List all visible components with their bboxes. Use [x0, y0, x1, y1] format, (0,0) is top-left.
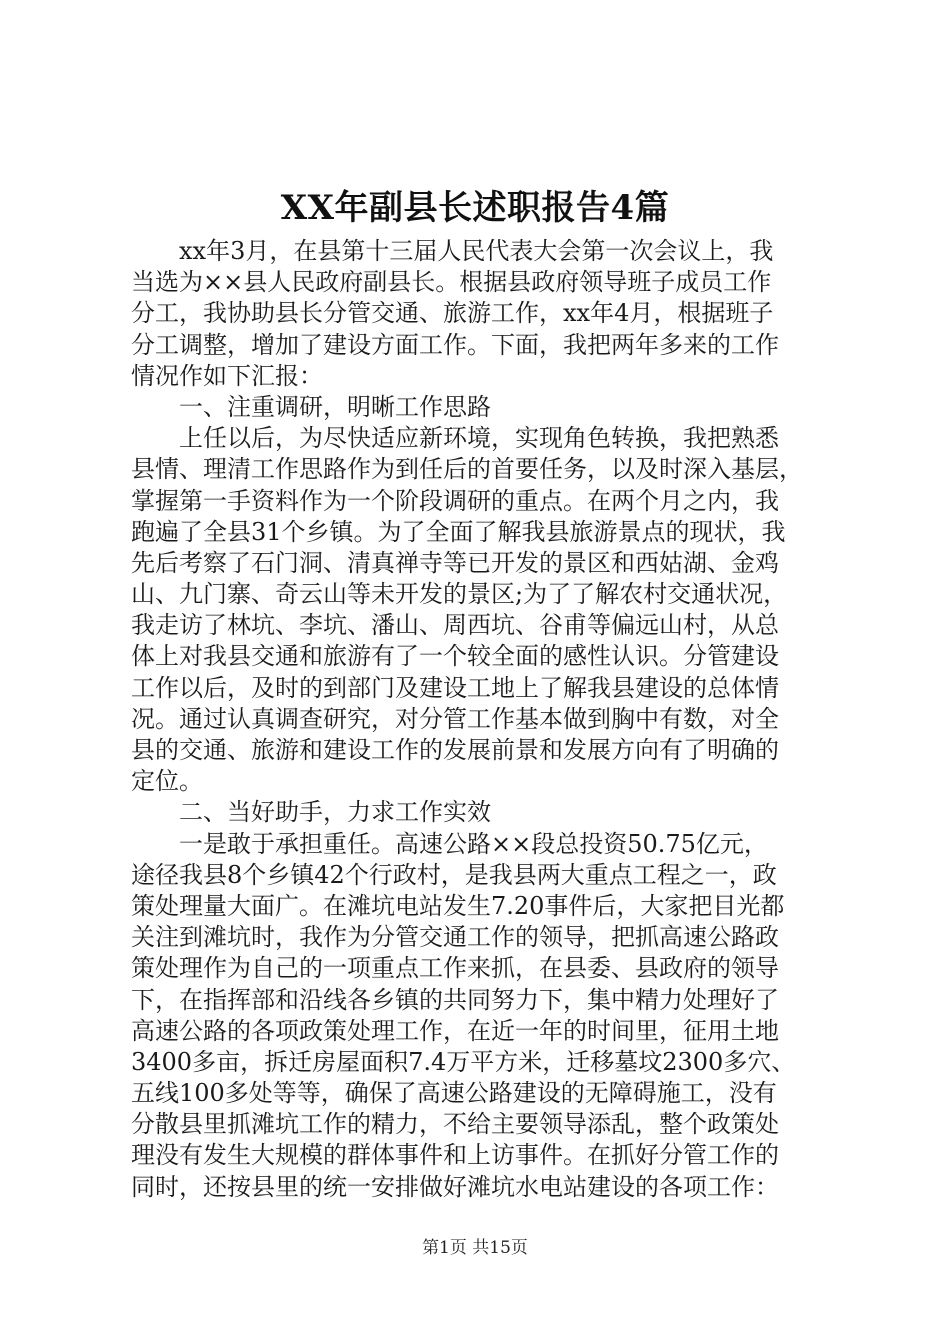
paragraph-line: 情况作如下汇报：	[131, 361, 323, 390]
paragraph-line: 先后考察了石门洞、清真禅寺等已开发的景区和西姑湖、金鸡	[131, 548, 779, 577]
paragraph-line: 分工，我协助县长分管交通、旅游工作，xx年4月，根据班子	[131, 299, 774, 328]
paragraph-line: 县情、理清工作思路作为到任后的首要任务，以及时深入基层，	[131, 455, 803, 484]
paragraph-line: 定位。	[131, 767, 203, 796]
page-footer: 第1页 共15页	[422, 1238, 528, 1258]
section-heading: 一、注重调研，明晰工作思路	[179, 392, 491, 421]
paragraph-line: 策处理量大面广。在滩坑电站发生7.20事件后，大家把目光都	[131, 891, 785, 920]
paragraph-line: 五线100多处等等，确保了高速公路建设的无障碍施工，没有	[131, 1079, 777, 1108]
paragraph-line: 分工调整，增加了建设方面工作。下面，我把两年多来的工作	[131, 330, 779, 359]
paragraph-line: 分散县里抓滩坑工作的精力，不给主要领导添乱，整个政策处	[131, 1110, 779, 1139]
paragraph-line: 工作以后，及时的到部门及建设工地上了解我县建设的总体情	[131, 673, 779, 702]
paragraph-line: 当选为××县人民政府副县长。根据县政府领导班子成员工作	[131, 268, 772, 297]
paragraph-line: 关注到滩坑时，我作为分管交通工作的领导，把抓高速公路政	[131, 923, 779, 952]
paragraph-line: 掌握第一手资料作为一个阶段调研的重点。在两个月之内，我	[131, 486, 779, 515]
paragraph-line: 途径我县8个乡镇42个行政村，是我县两大重点工程之一，政	[131, 860, 777, 889]
paragraph-line: xx年3月，在县第十三届人民代表大会第一次会议上，我	[179, 237, 774, 265]
paragraph-line: 山、九门寨、奇云山等未开发的景区;为了了解农村交通状况，	[131, 580, 788, 609]
document-title: XX年副县长述职报告4篇	[280, 188, 670, 228]
paragraph-line: 上任以后，为尽快适应新环境，实现角色转换，我把熟悉	[179, 424, 779, 453]
section-heading: 二、当好助手，力求工作实效	[179, 798, 491, 827]
paragraph-line: 理没有发生大规模的群体事件和上访事件。在抓好分管工作的	[131, 1141, 779, 1170]
paragraph-line: 高速公路的各项政策处理工作，在近一年的时间里，征用土地	[131, 1016, 779, 1045]
paragraph-line: 我走访了林坑、李坑、潘山、周西坑、谷甫等偏远山村，从总	[131, 611, 779, 640]
paragraph-line: 一是敢于承担重任。高速公路××段总投资50.75亿元，	[179, 829, 768, 858]
paragraph-line: 同时，还按县里的统一安排做好滩坑水电站建设的各项工作：	[131, 1172, 779, 1201]
paragraph-line: 县的交通、旅游和建设工作的发展前景和发展方向有了明确的	[131, 736, 779, 764]
paragraph-line: 策处理作为自己的一项重点工作来抓，在县委、县政府的领导	[131, 954, 779, 983]
paragraph-line: 况。通过认真调查研究，对分管工作基本做到胸中有数，对全	[131, 704, 779, 733]
paragraph-line: 下，在指挥部和沿线各乡镇的共同努力下，集中精力处理好了	[131, 985, 779, 1014]
paragraph-line: 跑遍了全县31个乡镇。为了全面了解我县旅游景点的现状，我	[131, 517, 786, 546]
paragraph-line: 3400多亩，拆迁房屋面积7.4万平方米，迁移墓坟2300多穴、	[131, 1047, 796, 1076]
paragraph-line: 体上对我县交通和旅游有了一个较全面的感性认识。分管建设	[131, 642, 779, 671]
document-body	[131, 236, 833, 1203]
